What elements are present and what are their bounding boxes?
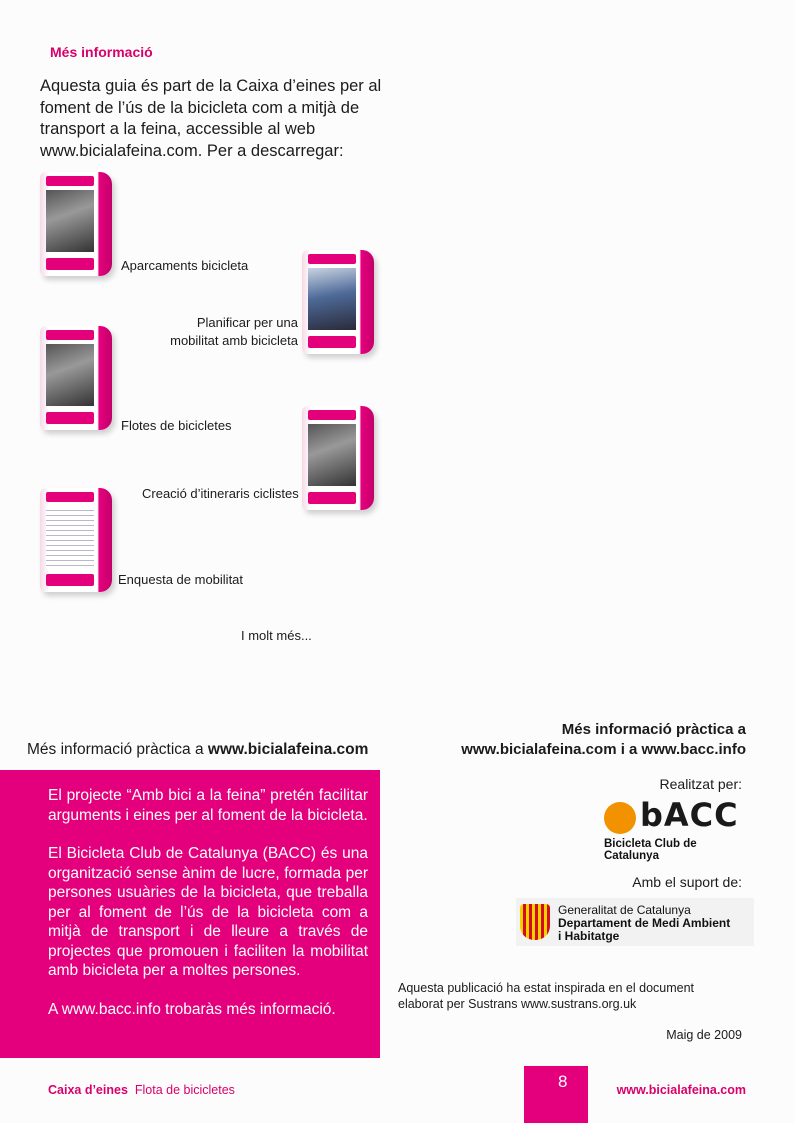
- more-info-right-line2[interactable]: www.bicialafeina.com i a www.bacc.info: [461, 741, 746, 758]
- generalitat-line2: Departament de Medi Ambient: [558, 916, 731, 930]
- guide-box-icon[interactable]: [40, 172, 112, 276]
- project-paragraph-2: El Bicicleta Club de Catalunya (BACC) és una organització sense ànim de lucre, formada per persones usuàries de la bicicleta, que treballa per al foment de l’ús de la bicicleta com a mitjà de transport i de lleure a través de projectes que promouen i faciliten la mobilitat amb bicicleta per a moltes persones.: [48, 845, 368, 979]
- intro-paragraph: Aquesta guia és part de la Caixa d’eines per al foment de l’ús de la bicicleta com a mitjà de transport a la feina, accessible al web www.bicialafeina.com. Per a descarregar:: [40, 77, 382, 160]
- bacc-logo-subtitle: Bicicleta Club de Catalunya: [604, 838, 697, 862]
- guide-label-aparcaments[interactable]: Aparcaments bicicleta: [121, 258, 249, 273]
- footer-left-bold: Caixa d’eines: [48, 1083, 128, 1097]
- more-text: I molt més...: [241, 628, 312, 643]
- project-paragraph-1: El projecte “Amb bici a la feina” pretén facilitar arguments i eines per al foment de la bicicleta.: [48, 787, 368, 824]
- guide-box-icon[interactable]: [40, 326, 112, 430]
- realitzat-label: Realitzat per:: [659, 776, 742, 792]
- generalitat-logo: [516, 898, 754, 946]
- generalitat-line1: Generalitat de Catalunya: [558, 903, 691, 917]
- guide-label-enquesta[interactable]: Enquesta de mobilitat: [118, 572, 244, 587]
- suport-label: Amb el suport de:: [632, 874, 742, 890]
- section-heading: Més informació: [50, 44, 153, 60]
- more-info-link[interactable]: www.bicialafeina.com: [207, 741, 369, 758]
- generalitat-line3: i Habitatge: [558, 929, 620, 943]
- project-paragraph-3: A www.bacc.info trobaràs més informació.: [48, 1000, 336, 1018]
- footer-left-rest: Flota de bicicletes: [134, 1083, 235, 1097]
- guide-box-icon[interactable]: [302, 406, 374, 510]
- inspired-note: Aquesta publicació ha estat inspirada en el document elaborat per Sustrans www.sustrans.org.uk: [398, 981, 695, 1011]
- bacc-logo: [604, 796, 754, 862]
- more-info-right: [461, 720, 746, 760]
- guide-label-flotes[interactable]: Flotes de bicicletes: [121, 418, 232, 433]
- guide-label-itineraris[interactable]: Creació d’itineraris ciclistes: [142, 486, 299, 501]
- page-number: 8: [558, 1072, 568, 1091]
- publication-date: Maig de 2009: [666, 1028, 742, 1042]
- guide-label-planificar[interactable]: Planificar per una mobilitat amb bicicleta: [170, 315, 298, 348]
- more-info-right-line1: Més informació pràctica a: [561, 721, 746, 738]
- more-info-prefix: Més informació pràctica a: [27, 741, 208, 758]
- footer-left: [48, 1083, 235, 1097]
- bacc-logo-word: bACC: [640, 796, 739, 834]
- guide-box-icon[interactable]: [40, 488, 112, 592]
- project-info-box: [0, 770, 380, 1058]
- guide-box-icon[interactable]: [302, 250, 374, 354]
- catalan-shield-icon: [520, 904, 550, 940]
- bacc-cyclist-icon: [604, 802, 636, 834]
- page-number-box: [524, 1066, 588, 1123]
- more-info-left: [27, 741, 368, 759]
- footer-url[interactable]: www.bicialafeina.com: [616, 1083, 746, 1097]
